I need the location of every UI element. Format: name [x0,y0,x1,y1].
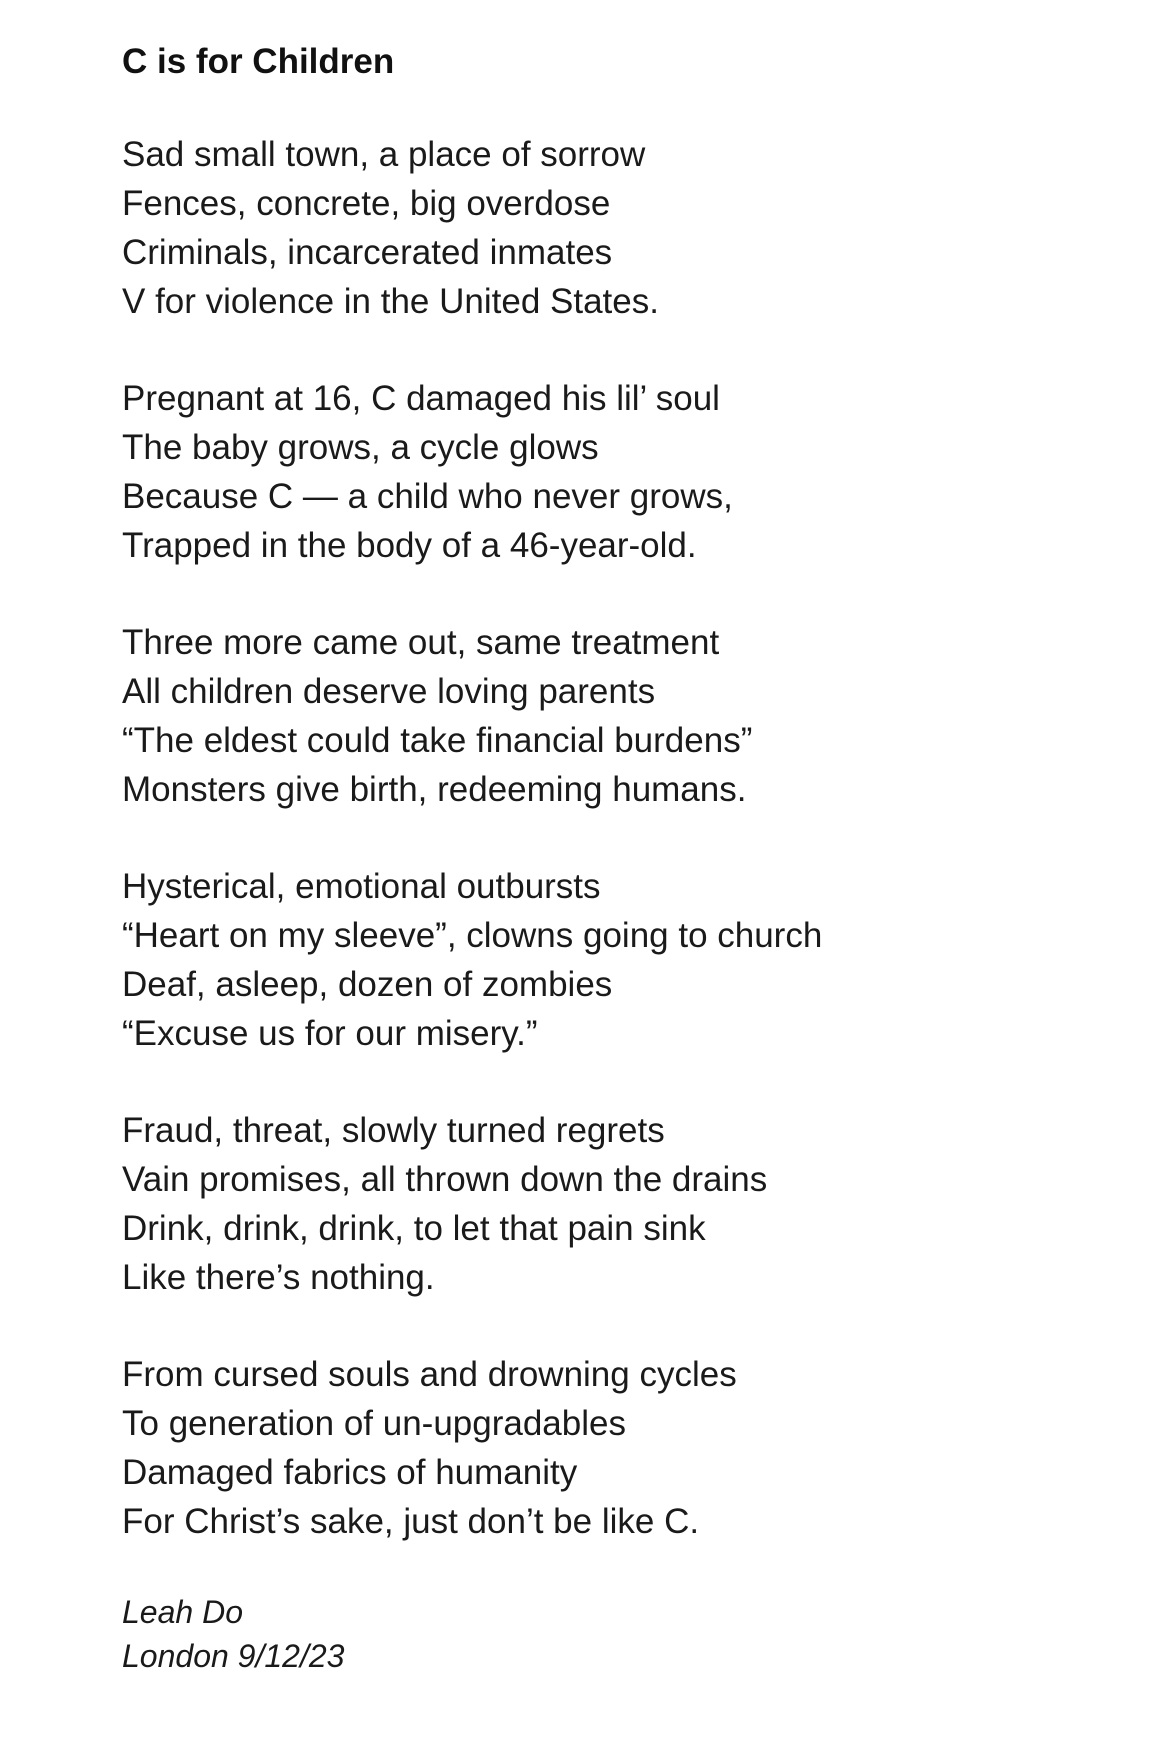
poem-line: Monsters give birth, redeeming humans. [122,770,747,809]
poem-line: Criminals, incarcerated inmates [122,233,613,272]
poem-line: Deaf, asleep, dozen of zombies [122,965,613,1004]
place-date: London 9/12/23 [122,1638,345,1674]
poem-line: Pregnant at 16, C damaged his lil’ soul [122,379,720,418]
stanza-3 [122,618,1122,814]
signature-block [122,1590,1122,1678]
poem-document [122,34,1122,1678]
poem-line: “The eldest could take financial burdens” [122,721,753,760]
stanza-5 [122,1106,1122,1302]
poem-line: V for violence in the United States. [122,282,659,321]
poem-body [122,130,1122,1546]
poem-line: For Christ’s sake, just don’t be like C. [122,1502,700,1541]
poem-line: Trapped in the body of a 46-year-old. [122,526,697,565]
poem-line: “Excuse us for our misery.” [122,1014,538,1053]
poem-line: Like there’s nothing. [122,1258,435,1297]
poem-line: Three more came out, same treatment [122,623,720,662]
poem-line: Because C — a child who never grows, [122,477,733,516]
poem-line: All children deserve loving parents [122,672,656,711]
poem-line: “Heart on my sleeve”, clowns going to church [122,916,823,955]
poem-line: Drink, drink, drink, to let that pain sink [122,1209,706,1248]
poem-line: Damaged fabrics of humanity [122,1453,578,1492]
poem-line: Sad small town, a place of sorrow [122,135,646,174]
stanza-1 [122,130,1122,326]
stanza-6 [122,1350,1122,1546]
poem-line: Fences, concrete, big overdose [122,184,611,223]
poem-title: C is for Children [122,42,395,81]
poem-line: Fraud, threat, slowly turned regrets [122,1111,665,1150]
poem-line: Hysterical, emotional outbursts [122,867,601,906]
author-name: Leah Do [122,1594,243,1630]
stanza-2 [122,374,1122,570]
poem-line: The baby grows, a cycle glows [122,428,599,467]
poem-line: Vain promises, all thrown down the drains [122,1160,768,1199]
stanza-4 [122,862,1122,1058]
poem-line: To generation of un-upgradables [122,1404,626,1443]
poem-line: From cursed souls and drowning cycles [122,1355,737,1394]
